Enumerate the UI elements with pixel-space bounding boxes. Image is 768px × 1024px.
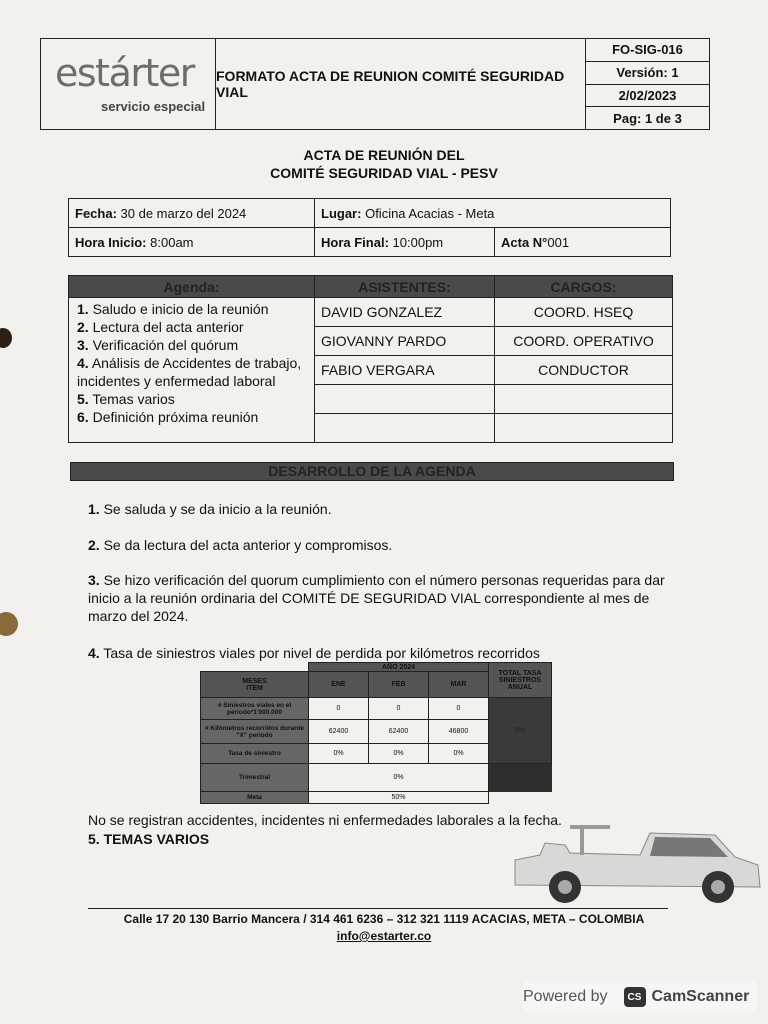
footer-email-link[interactable]: info@estarter.co (336, 929, 432, 943)
total-header: TOTAL TASA SINIESTROS ANUAL (489, 663, 552, 698)
footer-address: Calle 17 20 130 Barrio Mancera / 314 461 6236 – 312 321 1119 ACACIAS, META – COLOMBIA (123, 912, 645, 926)
agenda-item: 2. Lectura del acta anterior (77, 319, 244, 335)
row-value: 62400 (309, 720, 369, 744)
company-logo (41, 39, 216, 129)
form-version: Versión: 1 (586, 62, 709, 85)
agenda-item: 4. Análisis de Accidentes de trabajo, incidentes y enfermedad laboral (77, 355, 302, 389)
row-value: 0% (309, 744, 369, 764)
temas-varios-heading: 5. TEMAS VARIOS (88, 831, 210, 847)
row-value: 0 (429, 698, 489, 720)
meses-item-header (201, 672, 309, 698)
logo-subtitle: servicio especial (101, 99, 206, 114)
form-page: Pag: 1 de 3 (613, 110, 682, 126)
row-value: 62400 (369, 720, 429, 744)
hora-final-value: 10:00pm (392, 234, 444, 250)
attendee-role: COORD. HSEQ (495, 298, 673, 327)
attendee-name-empty (315, 385, 495, 414)
agenda-items (69, 298, 315, 443)
agenda-item: 1. Saludo e inicio de la reunión (77, 301, 269, 317)
fecha-value: 30 de marzo del 2024 (120, 205, 247, 221)
form-meta (586, 39, 709, 129)
total-value: 0% (489, 698, 552, 764)
camscanner-watermark (523, 981, 757, 1013)
acta-cell (495, 228, 671, 257)
punch-hole-top (0, 328, 12, 348)
agenda-item: 3. Verificación del quórum (77, 337, 239, 353)
lugar-value: Oficina Acacias - Meta (365, 205, 495, 221)
form-code: FO-SIG-016 (586, 39, 709, 62)
document-title (0, 146, 768, 182)
desarrollo-item-2: 2. Se da lectura del acta anterior y compromisos. (88, 537, 393, 553)
pickup-truck-image (510, 815, 765, 910)
desarrollo-item-3: 3. Se hizo verificación del quorum cumplimiento con el número personas requeridas para dar inicio a la reunión ordinaria del COMITÉ DE SEGURIDAD VIAL correspondiente al mes de marzo del 2024. (88, 572, 665, 624)
desarrollo-section-title: DESARROLLO DE LA AGENDA (70, 462, 674, 481)
attendee-name-empty (315, 414, 495, 443)
item-label: ITEM (246, 684, 263, 692)
desarrollo-note: No se registran accidentes, incidentes ni enfermedades laborales a la fecha. (88, 812, 562, 828)
row-value: 0% (429, 744, 489, 764)
form-date: 2/02/2023 (586, 85, 709, 108)
camscanner-brand: CamScanner (651, 988, 750, 1005)
month-header: FEB (369, 672, 429, 698)
logo-wordmark: estárter (55, 51, 194, 95)
trimestral-value: 0% (309, 764, 489, 792)
acta-value: 001 (547, 234, 570, 250)
lugar-cell (315, 199, 671, 228)
attendee-role: COORD. OPERATIVO (495, 327, 673, 356)
attendee-role: CONDUCTOR (495, 356, 673, 385)
meta-value: 50% (309, 792, 489, 804)
lugar-label: Lugar: (321, 205, 362, 221)
meta-label: Meta (201, 792, 309, 804)
hora-final-label: Hora Final: (321, 234, 389, 250)
attendee-name: FABIO VERGARA (315, 356, 495, 385)
hora-inicio-cell (69, 228, 315, 257)
row-value: 0 (369, 698, 429, 720)
attendee-role-empty (495, 414, 673, 443)
footer-divider (88, 908, 668, 909)
attendee-role-empty (495, 385, 673, 414)
agenda-header: Agenda: (69, 276, 315, 298)
document-title-line2: COMITÉ SEGURIDAD VIAL - PESV (270, 165, 498, 181)
desarrollo-item-4: 4. Tasa de siniestros viales por nivel de perdida por kilómetros recorridos (88, 645, 540, 661)
row-value: 0 (309, 698, 369, 720)
hora-inicio-label: Hora Inicio: (75, 234, 147, 250)
document-header (40, 38, 710, 130)
row-label: Tasa de siniestro (201, 744, 309, 764)
agenda-table (68, 275, 673, 443)
fecha-label: Fecha: (75, 205, 117, 221)
year-header: AÑO 2024 (309, 663, 489, 672)
siniestros-table (200, 662, 552, 804)
form-title: FORMATO ACTA DE REUNION COMITÉ SEGURIDAD VIAL (216, 39, 586, 129)
month-header: MAR (429, 672, 489, 698)
attendee-name: GIOVANNY PARDO (315, 327, 495, 356)
row-label: # Kilómetros recorridos durante "X" periodo (201, 720, 309, 744)
hora-inicio-value: 8:00am (150, 234, 194, 250)
month-header: ENE (309, 672, 369, 698)
document-title-line1: ACTA DE REUNIÓN DEL (303, 147, 465, 163)
acta-label: Acta N° (501, 234, 548, 250)
row-value: 0% (369, 744, 429, 764)
cargos-header: CARGOS: (495, 276, 673, 298)
camscanner-icon: CS (624, 987, 646, 1007)
document-footer (0, 911, 768, 945)
desarrollo-item-1: 1. Se saluda y se da inicio a la reunión. (88, 501, 332, 517)
row-label: # Siniestros viales en el periodo*1'000.000 (201, 698, 309, 720)
punch-hole-bottom (0, 612, 18, 636)
trimestral-label: Trimestral (201, 764, 309, 792)
fecha-cell (69, 199, 315, 228)
meeting-info-table (68, 198, 671, 257)
agenda-item: 5. Temas varios (77, 391, 175, 407)
attendee-name: DAVID GONZALEZ (315, 298, 495, 327)
agenda-item: 6. Definición próxima reunión (77, 409, 259, 425)
meses-label: MESES (242, 677, 267, 685)
powered-by-text: Powered by (523, 988, 608, 1005)
hora-final-cell (315, 228, 495, 257)
asistentes-header: ASISTENTES: (315, 276, 495, 298)
row-value: 46800 (429, 720, 489, 744)
